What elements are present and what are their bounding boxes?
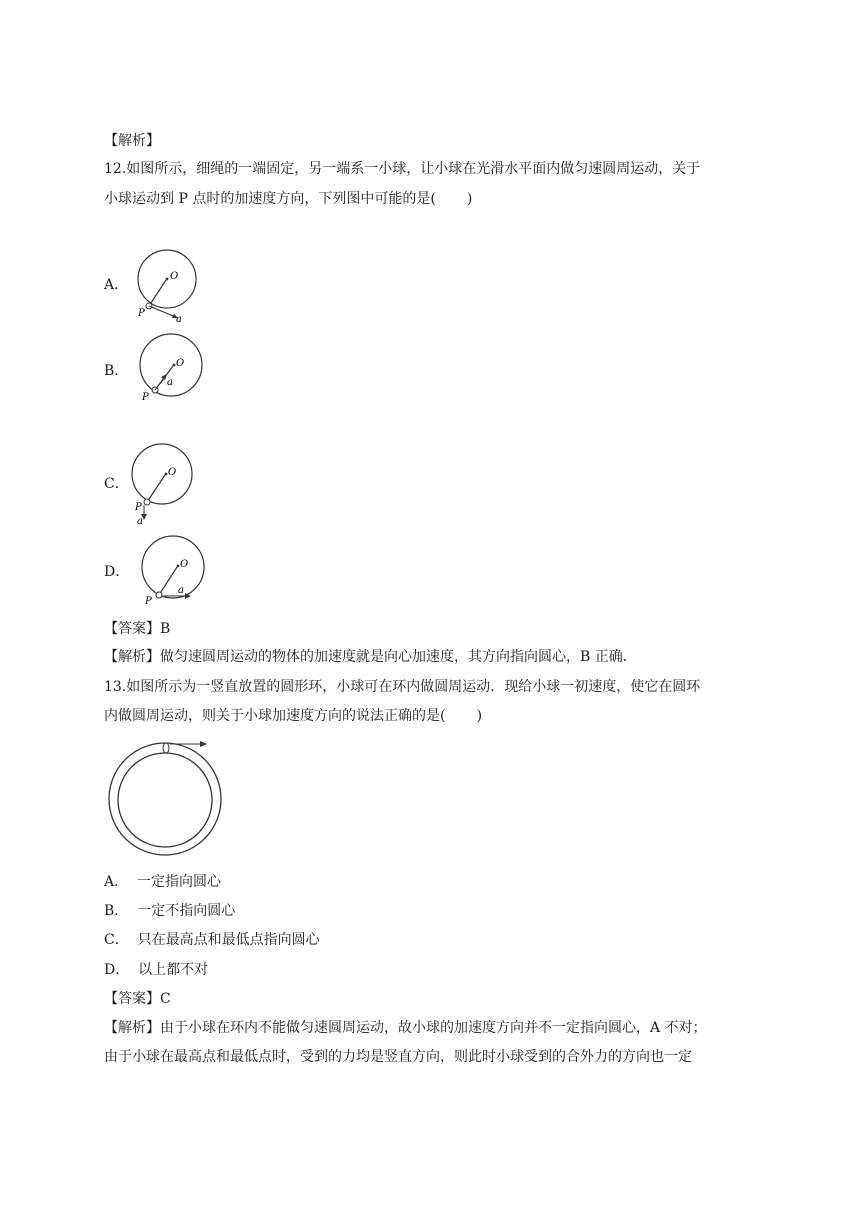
velocity-arrowhead xyxy=(200,741,207,747)
q13-ring-figure xyxy=(104,734,234,864)
center-label: O xyxy=(180,559,189,570)
q13-option-d: D． 以上都不对 xyxy=(104,962,209,978)
point-label: P xyxy=(142,392,149,403)
analysis-heading: 【解析】 xyxy=(104,133,160,149)
center-dot xyxy=(165,473,168,476)
q13-option-b: B． 一定不指向圆心 xyxy=(104,903,236,919)
q13-answer: 【答案】C xyxy=(104,991,171,1007)
center-label: O xyxy=(176,358,185,369)
string-line xyxy=(147,475,165,502)
point-label: P xyxy=(145,596,152,607)
string-line xyxy=(149,280,166,306)
q13-option-a: A． 一定指向圆心 xyxy=(104,874,222,890)
point-label: P xyxy=(135,502,142,513)
accel-label: a xyxy=(176,314,182,324)
q13-analysis-line1: 【解析】由于小球在环内不能做匀速圆周运动，故小球的加速度方向并不一定指向圆心，A 不对； xyxy=(104,1020,707,1036)
q13-analysis-line2: 由于小球在最高点和最低点时，受到的力均是竖直方向，则此时小球受到的合外力的方向也一定 xyxy=(104,1049,692,1065)
center-label: O xyxy=(168,467,177,478)
ball xyxy=(156,592,162,598)
q12-stem-line1: 12.如图所示，细绳的一端固定，另一端系一小球，让小球在光滑水平面内做匀速圆周运动，关于 xyxy=(104,161,701,177)
ball xyxy=(163,743,169,753)
q12-stem-line2: 小球运动到 P 点时的加速度方向，下列图中可能的是( ) xyxy=(104,191,473,207)
circle-path xyxy=(132,444,192,504)
q12-option-b-letter: B． xyxy=(104,363,129,379)
q12-analysis: 【解析】做匀速圆周运动的物体的加速度就是向心加速度，其方向指向圆心，B 正确． xyxy=(104,649,637,665)
q12-option-c-letter: C． xyxy=(104,476,129,492)
accel-label: a xyxy=(178,585,184,596)
center-dot xyxy=(177,565,180,568)
q13-option-c: C． 只在最高点和最低点指向圆心 xyxy=(104,932,320,948)
inner-ring xyxy=(118,753,212,847)
accel-label: a xyxy=(137,516,143,527)
q12-option-b-figure xyxy=(130,328,210,404)
circle-path xyxy=(142,536,204,598)
center-dot xyxy=(173,364,176,367)
point-label: P xyxy=(138,308,145,319)
accel-label: a xyxy=(167,377,173,388)
q12-option-a-letter: A． xyxy=(104,277,129,293)
q13-stem-line1: 13.如图所示为一竖直放置的圆形环，小球可在环内做圆周运动．现给小球一初速度，使它在圆环 xyxy=(104,679,701,695)
ball xyxy=(144,499,150,505)
q12-option-d-letter: D． xyxy=(104,564,130,580)
center-label: O xyxy=(170,271,179,282)
q12-option-a-figure xyxy=(122,244,202,324)
q12-option-d-figure xyxy=(138,532,218,608)
q12-option-c-figure xyxy=(126,440,206,528)
center-dot xyxy=(166,278,169,281)
outer-ring xyxy=(109,743,221,855)
q13-stem-line2: 内做圆周运动，则关于小球加速度方向的说法正确的是( ) xyxy=(104,708,483,724)
string-line xyxy=(159,567,177,595)
q12-answer: 【答案】B xyxy=(104,621,171,637)
